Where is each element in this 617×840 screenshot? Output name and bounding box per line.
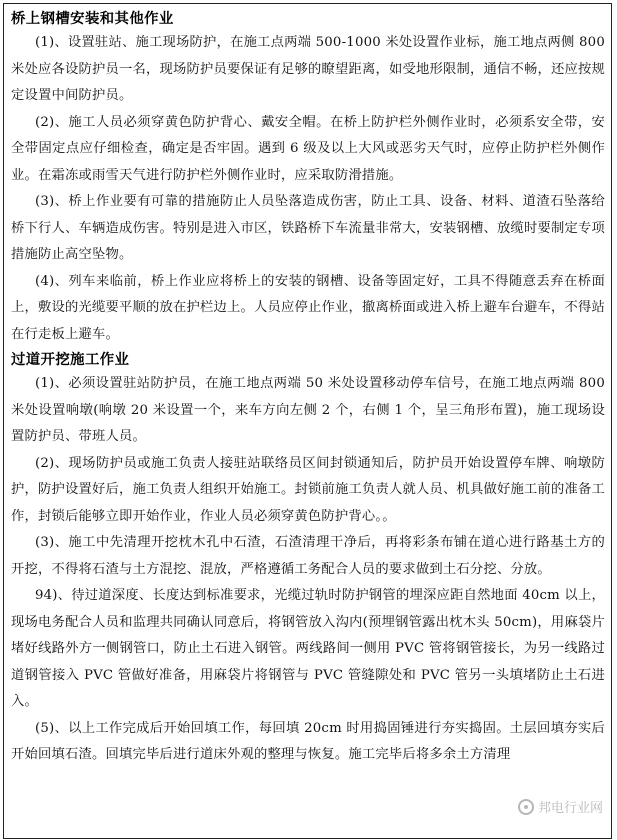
watermark-text: 邦电行业网: [537, 801, 603, 816]
document-frame: [3, 3, 612, 839]
section-bridge-work: [11, 9, 605, 348]
paragraph: (1)、设置驻站、施工现场防护，在施工点两端 500-1000 米处设置作业标，施工地点两侧 800 米处应各设防护员一名，现场防护员要保证有足够的瞭望距离，如受地形限制，通信不畅，还应按规定设置中间防护员。: [11, 35, 605, 103]
section-crossing-excavation: [11, 350, 605, 769]
paragraph: (2)、现场防护员或施工负责人接驻站联络员区间封锁通知后，防护员开始设置停车牌、响墩防护，防护设置好后，施工负责人组织开始施工。封锁前施工负责人就人员、机具做好施工前的准备工作，封锁后能够立即开始作业，作业人员必须穿黄色防护背心。。: [11, 455, 605, 524]
section-title: 过道开挖施工作业: [11, 352, 130, 368]
watermark-logo-icon: [518, 799, 534, 815]
paragraph: (5)、以上工作完成后开始回填工作，每回填 20cm 时用捣固锤进行夯实捣固。土层回填夯实后开始回填石渣。回填完毕后进行道床外观的整理与恢复。施工完毕后将多余土方清理: [11, 720, 605, 762]
paragraph: (1)、必须设置驻站防护员，在施工地点两端 50 米处设置移动停车信号，在施工地点两端 800 米处设置响墩(响墩 20 米设置一个，来车方向左侧 2 个，右侧 1 个，呈三角形布置)，施工现场设置防护员、带班人员。: [11, 376, 605, 444]
paragraph: (3)、桥上作业要有可靠的措施防止人员坠落造成伤害，防止工具、设备、材料、道渣石坠落给桥下行人、车辆造成伤害。特别是进入市区，铁路桥下车流量非常大，安装钢槽、放缆时要制定专项措施防止高空坠物。: [11, 194, 605, 262]
watermark: [518, 797, 603, 816]
section-title: 桥上钢槽安装和其他作业: [11, 11, 174, 27]
document-body: [4, 4, 611, 769]
paragraph: (2)、施工人员必须穿黄色防护背心、戴安全帽。在桥上防护栏外侧作业时，必须系安全带，安全带固定点应仔细检查，确定是否牢固。遇到 6 级及以上大风或恶劣天气时，应停止防护栏外侧作业。在霜冻或雨雪天气进行防护栏外侧作业时，应采取防滑措施。: [11, 114, 605, 183]
paragraph: 94)、待过道深度、长度达到标准要求，光缆过轨时防护钢管的埋深应距自然地面 40cm 以上，现场电务配合人员和监理共同确认同意后，将钢管放入沟内(预埋钢管露出枕木头 50cm)，用麻袋片堵好线路外方一侧钢管口，防止土石进入钢管。两线路间一侧用 PVC 管将钢管接长，为另一线路过道钢管接入 PVC 管做好准备，用麻袋片将钢管与 PVC 管缝隙处和 PVC 管另一头填堵防止土石进入。: [11, 588, 605, 709]
paragraph: (3)、施工中先清理开挖枕木孔中石渣，石渣清理干净后，再将彩条布铺在道心进行路基土方的开挖，不得将石渣与土方混挖、混放，严格遵循工务配合人员的要求做到土石分挖、分放。: [11, 535, 605, 577]
paragraph: (4)、列车来临前，桥上作业应将桥上的安装的钢槽、设备等固定好，工具不得随意丢弃在桥面上，敷设的光缆要平顺的放在护栏边上。人员应停止作业，撤离桥面或进入桥上避车台避车，不得站在行走板上避车。: [11, 273, 605, 342]
